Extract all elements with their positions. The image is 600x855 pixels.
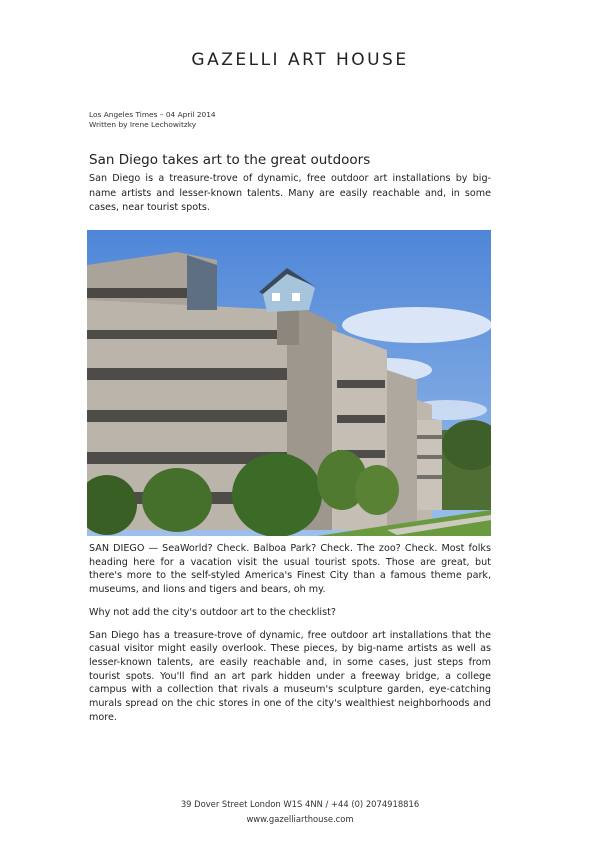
article-meta bbox=[89, 110, 216, 130]
building-photo-illustration bbox=[87, 230, 491, 536]
author-line: Written by Irene Lechowitzky bbox=[89, 120, 197, 129]
paragraph: SAN DIEGO — SeaWorld? Check. Balboa Park? Check. The zoo? Check. Most folks heading here for a vacation visit the usual tourist spots. Those are great, but there's more to the self-styled America's Finest City than a famous theme park, museums, and lions and tigers and bears, oh my. bbox=[89, 543, 491, 596]
article-intro: San Diego is a treasure-trove of dynamic, free outdoor art installations by big-name artists and lesser-known talents. Many are easily reachable and, in some cases, near tourist spots. bbox=[89, 173, 491, 213]
source-line: Los Angeles Times – 04 April 2014 bbox=[89, 110, 216, 119]
paragraph: Why not add the city's outdoor art to the checklist? bbox=[89, 606, 336, 618]
footer-address: 39 Dover Street London W1S 4NN / +44 (0) 2074918816 bbox=[180, 799, 420, 809]
brand-title: GAZELLI ART HOUSE bbox=[191, 50, 409, 70]
article-body bbox=[89, 542, 491, 733]
page-footer bbox=[0, 797, 600, 827]
paragraph: San Diego has a treasure-trove of dynamic, free outdoor art installations that the casual visitor might easily overlook. These pieces, by big-name artists as well as lesser-known talents, are easily reachable and, in some cases, just steps from tourist spots. You'll find an art park hidden under a freeway bridge, a college campus with a collection that rivals a museum's sculpture garden, eye-catching murals spread on the chic stores in one of the city's wealthiest neighborhoods and more. bbox=[89, 629, 491, 723]
article-photo bbox=[87, 230, 491, 536]
article-headline: San Diego takes art to the great outdoors bbox=[89, 152, 371, 168]
footer-website[interactable]: www.gazelliarthouse.com bbox=[246, 814, 354, 824]
